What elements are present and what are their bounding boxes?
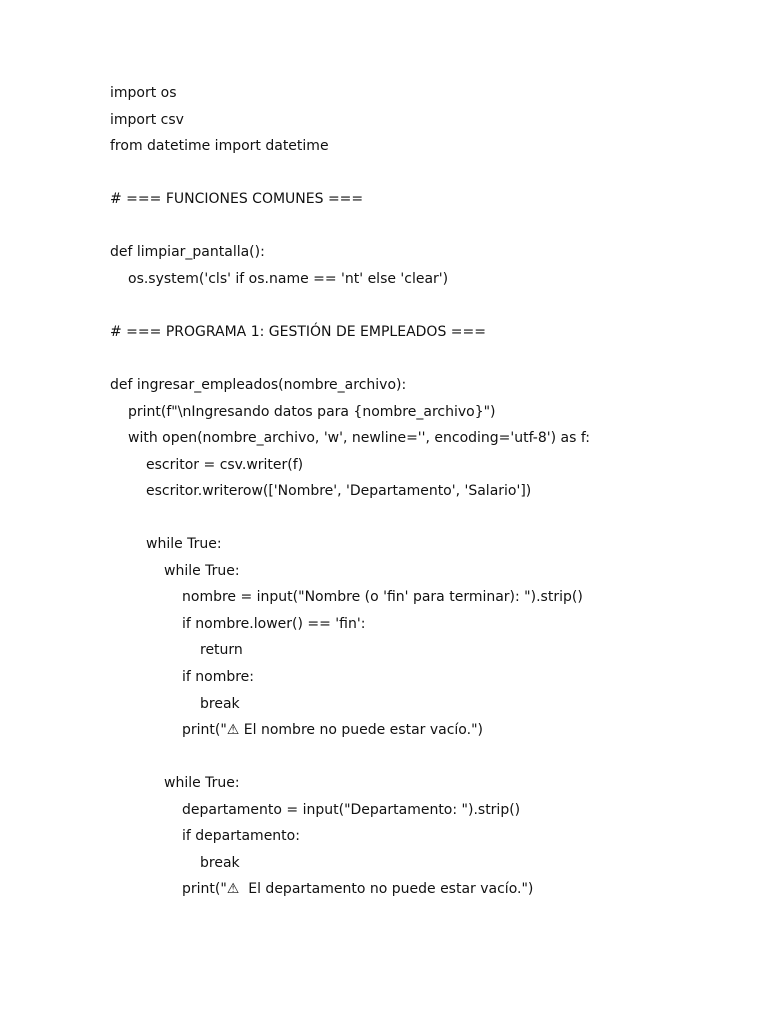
code-line: nombre = input("Nombre (o 'fin' para terminar): ").strip() xyxy=(182,589,583,606)
code-line: # === FUNCIONES COMUNES === xyxy=(110,191,364,208)
code-line: import csv xyxy=(110,111,184,128)
code-line: departamento = input("Departamento: ").strip() xyxy=(182,801,521,818)
blank-line xyxy=(110,746,750,773)
code-line: with open(nombre_archivo, 'w', newline='', encoding='utf-8') as f: xyxy=(128,430,590,447)
code-line: # === PROGRAMA 1: GESTIÓN DE EMPLEADOS === xyxy=(110,323,486,340)
code-line: break xyxy=(200,854,240,871)
code-listing xyxy=(110,82,750,905)
code-line: from datetime import datetime xyxy=(110,138,329,155)
blank-line xyxy=(110,507,750,534)
code-line: while True: xyxy=(164,562,240,579)
blank-line xyxy=(110,294,750,321)
code-line: print(f"\nIngresando datos para {nombre_archivo}") xyxy=(128,403,496,420)
code-line: def ingresar_empleados(nombre_archivo): xyxy=(110,377,407,394)
code-line: break xyxy=(200,695,240,712)
code-line: import os xyxy=(110,85,177,101)
blank-line xyxy=(110,162,750,189)
blank-line xyxy=(110,215,750,242)
code-line: if nombre.lower() == 'fin': xyxy=(182,615,366,632)
code-line: if nombre: xyxy=(182,669,255,686)
code-line: while True: xyxy=(164,775,240,792)
code-line: print("⚠ El nombre no puede estar vacío.") xyxy=(182,722,483,739)
code-line: while True: xyxy=(146,536,222,553)
code-line: escritor = csv.writer(f) xyxy=(146,456,304,473)
code-line: escritor.writerow(['Nombre', 'Departamento', 'Salario']) xyxy=(146,483,532,500)
blank-line xyxy=(110,347,750,374)
code-line: print("⚠ El departamento no puede estar vacío.") xyxy=(182,881,534,898)
code-line: return xyxy=(200,642,243,659)
code-line: os.system('cls' if os.name == 'nt' else 'clear') xyxy=(128,270,449,287)
code-line: if departamento: xyxy=(182,828,300,845)
code-line: def limpiar_pantalla(): xyxy=(110,244,265,261)
